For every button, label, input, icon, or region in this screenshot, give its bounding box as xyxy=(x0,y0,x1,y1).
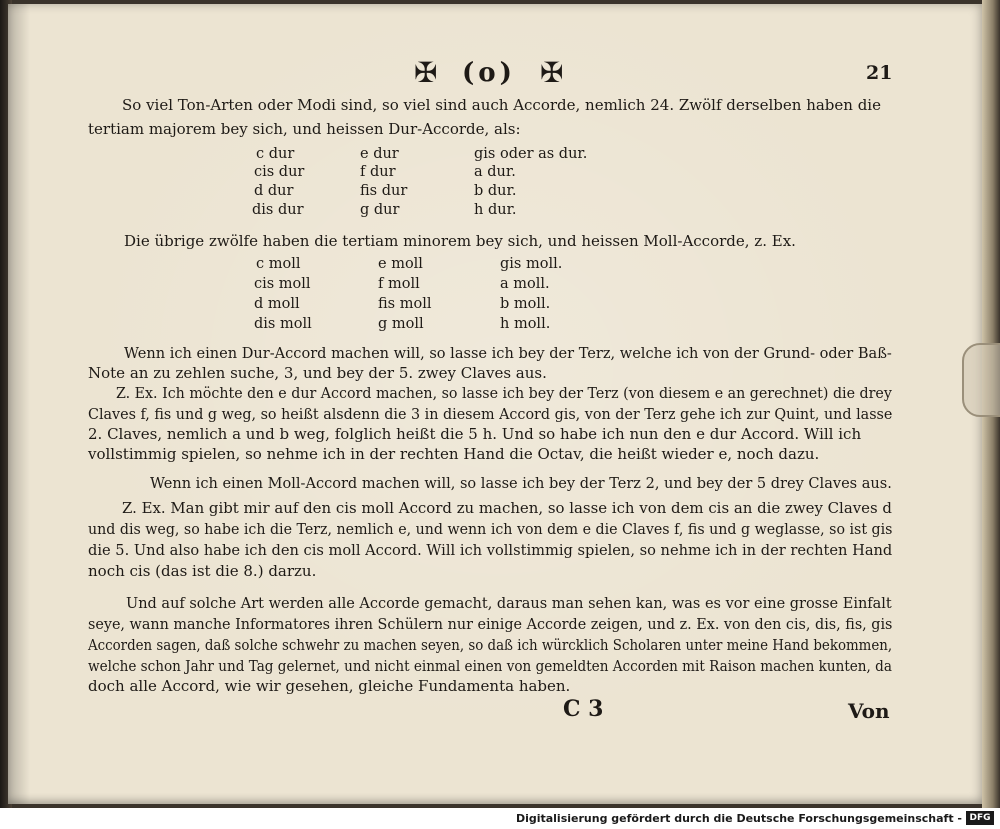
dur-cell: g dur xyxy=(360,202,400,218)
para-moll-line: Wenn ich einen Moll-Accord machen will, so lasse ich bey der Terz 2, und bey der 5 drey Claves aus. xyxy=(150,474,892,492)
para-dur-line: Z. Ex. Ich möchte den e dur Accord machen, so lasse ich bey der Terz (von diesem e an gerechnet) die drey xyxy=(116,384,892,402)
dfg-logo: DFG xyxy=(966,811,994,825)
dur-cell: h dur. xyxy=(474,202,517,218)
moll-cell: gis moll. xyxy=(500,256,563,272)
signature-mark: C 3 xyxy=(563,696,604,722)
moll-cell: e moll xyxy=(378,256,423,272)
para-moll-line: und dis weg, so habe ich die Terz, nemlich e, und wenn ich von dem e die Claves f, fis und g weglasse, so ist gis xyxy=(88,520,893,538)
dur-cell: b dur. xyxy=(474,183,517,199)
page-marker: (o) xyxy=(462,58,516,88)
para-moll-line: Z. Ex. Man gibt mir auf den cis moll Accord zu machen, so lasse ich von dem cis an die zwey Claves d xyxy=(122,499,892,517)
moll-cell: g moll xyxy=(378,316,424,332)
para-final-line: Und auf solche Art werden alle Accorde gemacht, daraus man sehen kan, was es vor eine grosse Einfalt xyxy=(126,594,892,612)
dur-cell: a dur. xyxy=(474,164,516,180)
dur-cell: e dur xyxy=(360,146,399,162)
para-dur-line: Wenn ich einen Dur-Accord machen will, so lasse ich bey der Terz, welche ich von der Grund- oder Baß- xyxy=(124,344,892,362)
ornament-right-icon: ✠ xyxy=(540,56,564,89)
moll-cell: dis moll xyxy=(254,316,312,332)
dur-cell: f dur xyxy=(360,164,396,180)
moll-cell: cis moll xyxy=(254,276,311,292)
moll-cell: d moll xyxy=(254,296,300,312)
para-moll-line: noch cis (das ist die 8.) darzu. xyxy=(88,562,317,580)
dur-cell: fis dur xyxy=(360,183,408,199)
intro-line-1: So viel Ton-Arten oder Modi sind, so viel sind auch Accorde, nemlich 24. Zwölf derselben haben die xyxy=(122,96,881,114)
dur-cell: c dur xyxy=(256,146,295,162)
catchword: Von xyxy=(848,699,890,723)
para-dur-line: Note an zu zehlen suche, 3, und bey der 5. zwey Claves aus. xyxy=(88,364,547,382)
dur-cell: gis oder as dur. xyxy=(474,146,588,162)
para-final-line: doch alle Accord, wie wir gesehen, gleiche Fundamenta haben. xyxy=(88,677,571,695)
footer-credit: Digitalisierung gefördert durch die Deutsche Forschungsgemeinschaft - xyxy=(515,812,962,825)
intro-line-2: tertiam majorem bey sich, und heissen Dur-Accorde, als: xyxy=(88,120,521,138)
ornament-left-icon: ✠ xyxy=(414,56,438,89)
moll-cell: b moll. xyxy=(500,296,551,312)
para-dur-line: Claves f, fis und g weg, so heißt alsdenn die 3 in diesem Accord gis, von der Terz gehe ich zur Quint, und lasse xyxy=(88,405,893,423)
footer-bar xyxy=(0,808,1000,829)
para-moll-line: die 5. Und also habe ich den cis moll Accord. Will ich vollstimmig spielen, so nehme ich in der rechten Hand xyxy=(88,541,893,559)
moll-cell: a moll. xyxy=(500,276,550,292)
para-dur-line: vollstimmig spielen, so nehme ich in der rechten Hand die Octav, die heißt wieder e, noch dazu. xyxy=(88,445,820,463)
dur-cell: dis dur xyxy=(252,202,304,218)
moll-cell: h moll. xyxy=(500,316,551,332)
moll-cell: c moll xyxy=(256,256,301,272)
para-final-line: Accorden sagen, daß solche schwehr zu machen seyen, so daß ich würcklich Scholaren unter meine Hand bekommen, xyxy=(88,636,893,654)
moll-intro-line: Die übrige zwölfe haben die tertiam minorem bey sich, und heissen Moll-Accorde, z. Ex. xyxy=(124,232,796,250)
page-number: 21 xyxy=(866,62,893,84)
para-dur-line: 2. Claves, nemlich a und b weg, folglich heißt die 5 h. Und so habe ich nun den e dur Accord. Will ich xyxy=(88,425,862,443)
dur-cell: cis dur xyxy=(254,164,305,180)
para-final-line: welche schon Jahr und Tag gelernet, und nicht einmal einen von gemeldten Accorden mit Raison machen kunten, da xyxy=(88,657,892,675)
para-final-line: seye, wann manche Informatores ihren Schülern nur einige Accorde zeigen, und z. Ex. von den cis, dis, fis, gis xyxy=(88,615,893,633)
dur-cell: d dur xyxy=(254,183,294,199)
moll-cell: fis moll xyxy=(378,296,432,312)
bookmark-tab xyxy=(962,343,1000,417)
moll-cell: f moll xyxy=(378,276,420,292)
